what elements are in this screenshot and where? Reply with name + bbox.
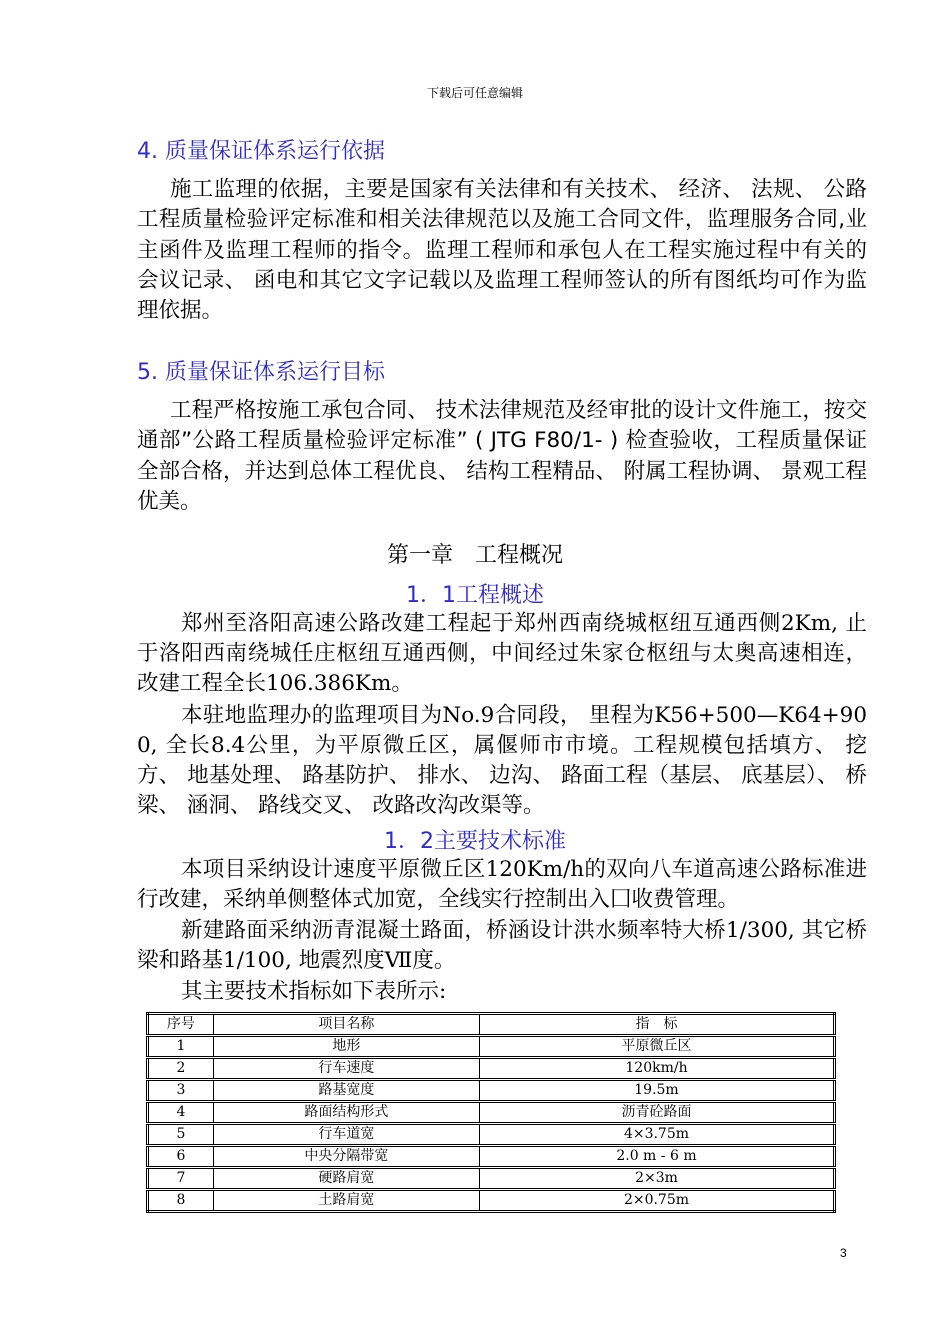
table-cell: 7 [148,1168,214,1190]
table-cell: 1 [148,1036,214,1058]
table-cell: 4×3.75m [479,1124,834,1146]
table-row [148,1058,835,1080]
table-cell: 120km/h [479,1058,834,1080]
table-header-row [148,1014,835,1036]
section-1-2-title: 1．2主要技术标准 [384,829,566,854]
table-header-cell: 序号 [148,1014,214,1036]
table-header-cell: 项目名称 [213,1014,479,1036]
section-1-2-paragraph-2: 新建路面采纳沥青混凝土路面，桥涵设计洪水频率特大桥1/300, 其它桥梁和路基1/100, 地震烈度Ⅶ度。 [137,918,867,973]
table-row [148,1080,835,1102]
table-row [148,1190,835,1212]
section-5-body: 工程严格按施工承包合同、 技术法律规范及经审批的设计文件施工，按交通部”公路工程质量检验评定标准” ( JTG F80/1- ) 检查验收，工程质量保证全部合格，并达到总体工程优良、 结构工程精品、 附属工程协调、 景观工程优美。 [137,398,868,514]
chapter-title: 第一章 工程概况 [386,543,563,568]
technical-specs-table [146,1012,836,1213]
table-cell: 硬路肩宽 [213,1168,479,1190]
table-cell: 2×3m [479,1168,834,1190]
section-5-title: 5. 质量保证体系运行目标 [137,360,385,385]
table-cell: 土路肩宽 [213,1190,479,1212]
section-1-1-title: 1．1工程概述 [406,583,544,608]
table-header-cell: 指 标 [479,1014,834,1036]
table-cell: 地形 [213,1036,479,1058]
section-4-body: 施工监理的依据，主要是国家有关法律和有关技术、 经济、 法规、 公路工程质量检验评定标准和相关法律规范以及施工合同文件，监理服务合同,业主函件及监理工程师的指令。监理工程师和承包人在工程实施过程中有关的会议记录、 函电和其它文字记载以及监理工程师签认的所有图纸均可作为监理依据。 [137,177,867,324]
table-cell: 5 [148,1124,214,1146]
table-cell: 4 [148,1102,214,1124]
table-cell: 平原微丘区 [479,1036,834,1058]
section-1-2-paragraph-3: 其主要技术指标如下表所示: [181,979,447,1004]
page-header: 下载后可任意编辑 [426,86,523,100]
section-1-1-paragraph-2: 本驻地监理办的监理项目为No.9合同段， 里程为K56+500—K64+900, 全长8.4公里，为平原微丘区，属偃师市市境。工程规模包括填方、 挖方、 地基处理、 路基防护、 排水、 边沟、 路面工程（基层、 底基层）、 桥梁、 涵洞、 路线交叉、 改路改沟改渠等。 [137,703,867,818]
section-4-title: 4. 质量保证体系运行依据 [137,139,385,164]
table-cell: 中央分隔带宽 [213,1146,479,1168]
table-cell: 路面结构形式 [213,1102,479,1124]
table-cell: 行车道宽 [213,1124,479,1146]
table-cell: 8 [148,1190,214,1212]
page-number: 3 [840,1246,847,1260]
table-cell: 沥青砼路面 [479,1102,834,1124]
table-cell: 6 [148,1146,214,1168]
table-cell: 路基宽度 [213,1080,479,1102]
table-cell: 行车速度 [213,1058,479,1080]
table-row [148,1146,835,1168]
table-cell: 2×0.75m [479,1190,834,1212]
table-row [148,1168,835,1190]
table-row [148,1102,835,1124]
table-row [148,1036,835,1058]
section-1-2-paragraph-1: 本项目采纳设计速度平原微丘区120Km/h的双向八车道高速公路标准进行改建，采纳单侧整体式加宽，全线实行控制出入囗收费管理。 [137,857,867,912]
table-cell: 19.5m [479,1080,834,1102]
table-row [148,1124,835,1146]
table-cell: 2.0 m - 6 m [479,1146,834,1168]
table-cell: 3 [148,1080,214,1102]
table-cell: 2 [148,1058,214,1080]
section-1-1-paragraph-1: 郑州至洛阳高速公路改建工程起于郑州西南绕城枢纽互通西侧2Km, 止于洛阳西南绕城任庄枢纽互通西侧，中间经过朱家仓枢纽与太奥高速相连，改建工程全长106.386Km。 [137,611,867,696]
